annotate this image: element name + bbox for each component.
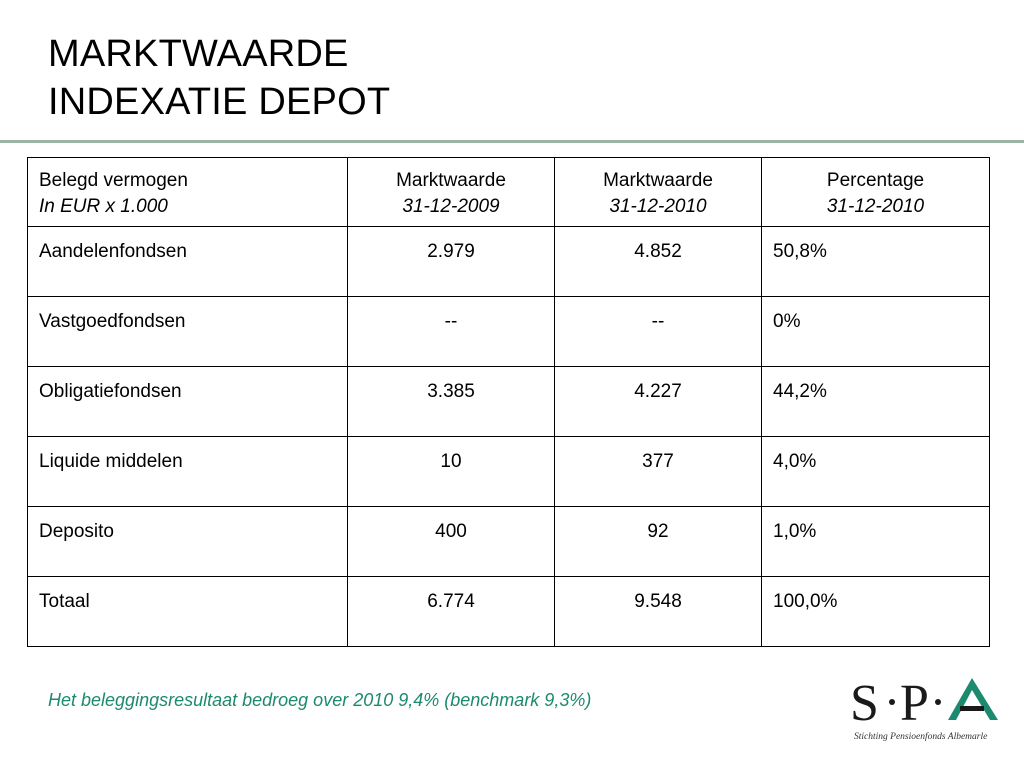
row-percentage-cell: 44,2% — [762, 367, 990, 437]
table-row — [28, 367, 990, 437]
logo-dot — [889, 699, 895, 705]
row-value-2010-cell: 4.852 — [555, 227, 762, 297]
page-title — [48, 30, 390, 126]
row-category-cell: Aandelenfondsen — [28, 227, 348, 297]
page-title-line-2: INDEXATIE DEPOT — [48, 81, 391, 123]
header-sub: 31-12-2009 — [402, 196, 500, 217]
row-percentage-cell: 50,8% — [762, 227, 990, 297]
row-value-2009-cell: -- — [348, 297, 555, 367]
table-row — [28, 297, 990, 367]
row-percentage-cell: 0% — [762, 297, 990, 367]
market-value-table — [27, 157, 990, 647]
row-percentage-cell: 100,0% — [762, 577, 990, 647]
header-cell-category — [28, 158, 348, 227]
header-cell-value-2010 — [555, 158, 762, 227]
spa-logo-icon — [848, 672, 1004, 728]
row-value-2009-cell: 6.774 — [348, 577, 555, 647]
header-sub: In EUR x 1.000 — [39, 196, 168, 217]
row-value-2010-cell: -- — [555, 297, 762, 367]
logo-dot — [935, 699, 941, 705]
header-cell-value-2009 — [348, 158, 555, 227]
row-value-2010-cell: 92 — [555, 507, 762, 577]
row-value-2009-cell: 10 — [348, 437, 555, 507]
row-value-2010-cell: 4.227 — [555, 367, 762, 437]
table-header-row — [28, 158, 990, 227]
row-value-2010-cell: 377 — [555, 437, 762, 507]
logo-subtitle: Stichting Pensioenfonds Albemarle — [854, 732, 988, 742]
logo-letter-a-bar — [960, 706, 984, 711]
spa-logo — [848, 672, 1004, 748]
row-percentage-cell: 4,0% — [762, 437, 990, 507]
row-category-cell: Totaal — [28, 577, 348, 647]
header-main: Belegd vermogen — [39, 170, 188, 191]
row-category-cell: Obligatiefondsen — [28, 367, 348, 437]
logo-letter-a-shape — [948, 678, 998, 720]
row-value-2009-cell: 2.979 — [348, 227, 555, 297]
investment-result-note: Het beleggingsresultaat bedroeg over 2010 9,4% (benchmark 9,3%) — [48, 690, 592, 710]
header-main: Marktwaarde — [396, 170, 506, 191]
header-main: Percentage — [826, 170, 925, 191]
table-row — [28, 507, 990, 577]
title-divider — [0, 140, 1024, 143]
row-category-cell: Liquide middelen — [28, 437, 348, 507]
row-category-cell: Deposito — [28, 507, 348, 577]
row-value-2010-cell: 9.548 — [555, 577, 762, 647]
header-main: Marktwaarde — [603, 170, 713, 191]
header-sub: 31-12-2010 — [826, 196, 925, 217]
row-value-2009-cell: 400 — [348, 507, 555, 577]
table-row — [28, 437, 990, 507]
row-category-cell: Vastgoedfondsen — [28, 297, 348, 367]
logo-letter-p: P — [900, 675, 929, 728]
header-sub: 31-12-2010 — [609, 196, 707, 217]
page-title-line-1: MARKTWAARDE — [48, 33, 349, 75]
logo-letter-s: S — [850, 675, 879, 728]
table-row-total — [28, 577, 990, 647]
row-value-2009-cell: 3.385 — [348, 367, 555, 437]
header-cell-percentage — [762, 158, 990, 227]
table-row — [28, 227, 990, 297]
row-percentage-cell: 1,0% — [762, 507, 990, 577]
